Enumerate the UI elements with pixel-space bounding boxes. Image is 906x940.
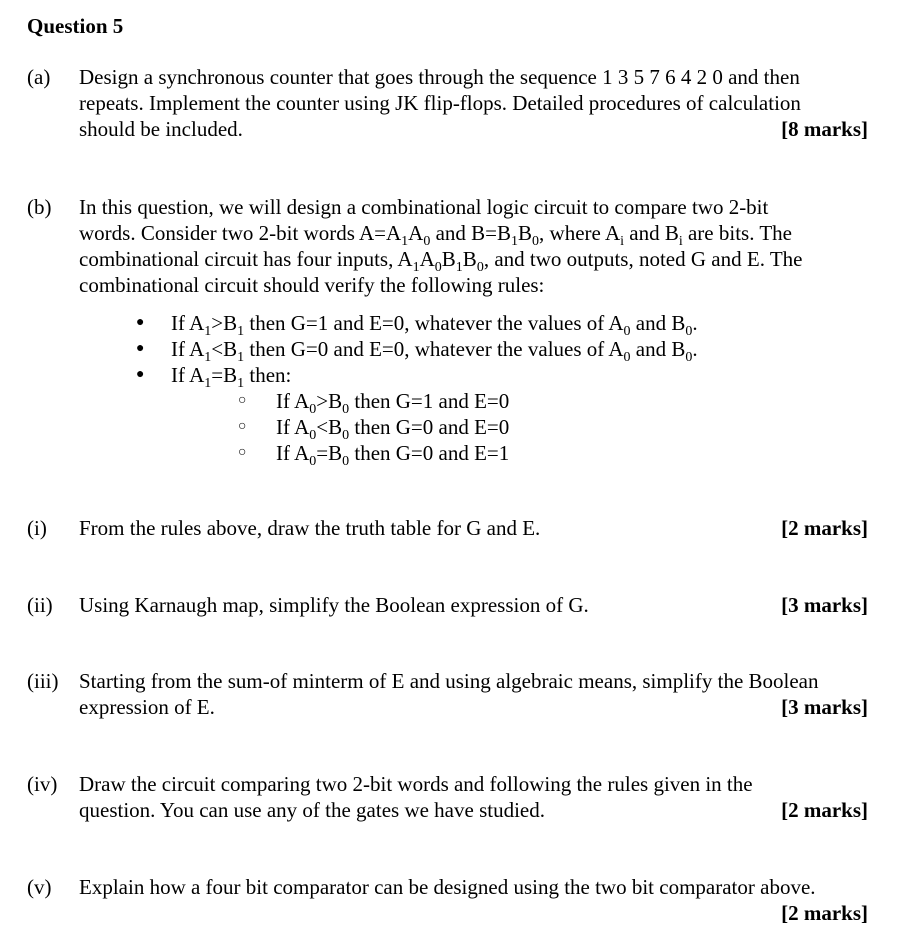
item-i-line-1: From the rules above, draw the truth table for G and E.	[79, 516, 541, 540]
circle-bullet-icon: ○	[238, 393, 247, 408]
page-title: Question 5	[27, 14, 124, 38]
item-v-line-1: Explain how a four bit comparator can be designed using the two bit comparator above.	[79, 875, 816, 899]
item-iv-marks: [2 marks]	[781, 798, 868, 822]
bullet-icon: ●	[136, 315, 145, 330]
part-a-line-2: repeats. Implement the counter using JK flip-flops. Detailed procedures of calculation	[79, 91, 801, 115]
circle-bullet-icon: ○	[238, 419, 247, 434]
part-b-line-1: In this question, we will design a combinational logic circuit to compare two 2-bit	[79, 195, 769, 219]
bullet-icon: ●	[136, 341, 145, 356]
item-iv-label: (iv)	[27, 772, 58, 796]
item-i-marks: [2 marks]	[781, 516, 868, 540]
part-a-line-1: Design a synchronous counter that goes through the sequence 1 3 5 7 6 4 2 0 and then	[79, 65, 800, 89]
circle-bullet-icon: ○	[238, 445, 247, 460]
item-iv-line-1: Draw the circuit comparing two 2-bit words and following the rules given in the	[79, 772, 753, 796]
item-v-marks: [2 marks]	[781, 901, 868, 925]
item-iii-line-2: expression of E.	[79, 695, 215, 719]
subrule-2: If $A_0<B_0$ then G=0 and E=0	[276, 415, 510, 444]
rule-3: If $A_1=B_1$ then:	[171, 363, 292, 392]
item-ii-marks: [3 marks]	[781, 593, 868, 617]
rule-1: If $A_1>B_1$ then G=1 and E=0, whatever the values of $A_0$ and $B_0$.	[171, 311, 698, 340]
part-b-line-2: words. Consider two 2-bit words $A=A_1A_0$ and $B=B_1B_0$, where $A_i$ and $B_i$ are bits. The	[79, 221, 792, 250]
part-a-label: (a)	[27, 65, 51, 89]
part-a-line-3: should be included.	[79, 117, 243, 141]
item-iv-line-2: question. You can use any of the gates we have studied.	[79, 798, 545, 822]
item-iii-label: (iii)	[27, 669, 59, 693]
part-b-line-3: combinational circuit has four inputs, $A_1A_0B_1B_0$, and two outputs, noted G and E. The	[79, 247, 803, 276]
part-b-line-4: combinational circuit should verify the following rules:	[79, 273, 545, 297]
subrule-1: If $A_0>B_0$ then G=1 and E=0	[276, 389, 510, 418]
item-iii-marks: [3 marks]	[781, 695, 868, 719]
rule-2: If $A_1<B_1$ then G=0 and E=0, whatever the values of $A_0$ and $B_0$.	[171, 337, 698, 366]
item-i-label: (i)	[27, 516, 47, 540]
part-b-label: (b)	[27, 195, 52, 219]
part-a-marks: [8 marks]	[781, 117, 868, 141]
subrule-3: If $A_0=B_0$ then G=0 and E=1	[276, 441, 510, 470]
item-v-label: (v)	[27, 875, 52, 899]
bullet-icon: ●	[136, 367, 145, 382]
item-iii-line-1: Starting from the sum-of minterm of E and using algebraic means, simplify the Boolean	[79, 669, 819, 693]
item-ii-label: (ii)	[27, 593, 53, 617]
item-ii-line-1: Using Karnaugh map, simplify the Boolean expression of G.	[79, 593, 589, 617]
